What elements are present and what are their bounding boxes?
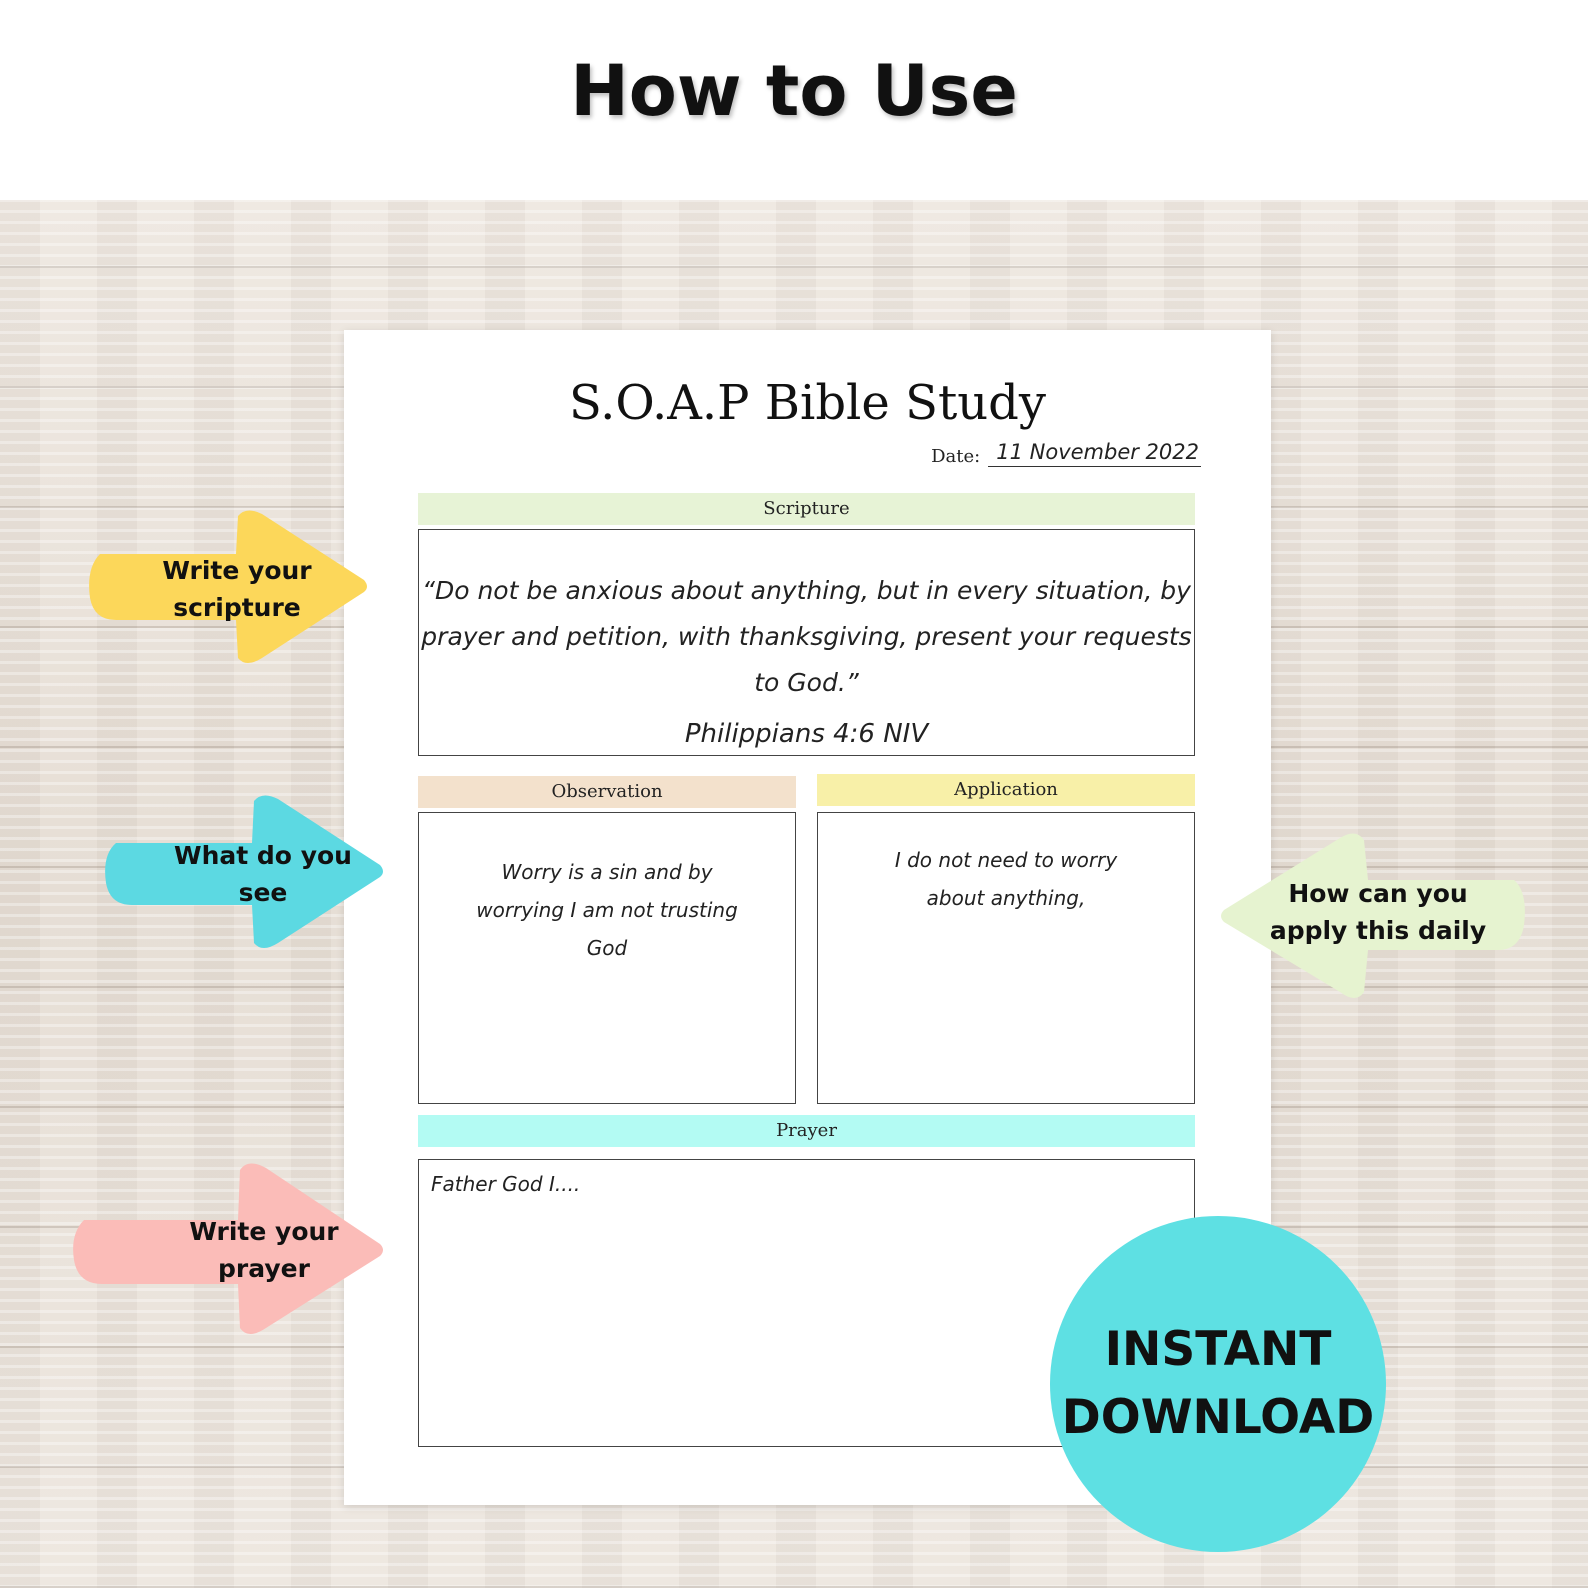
scripture-header: Scripture	[418, 493, 1195, 525]
callout-prayer-line2: prayer	[218, 1254, 310, 1283]
date-label: Date:	[931, 446, 981, 467]
observation-box	[418, 812, 796, 1104]
callout-write-scripture	[86, 508, 368, 666]
callout-observation-line2: see	[238, 878, 288, 907]
instant-download-badge	[1050, 1216, 1386, 1552]
application-text: I do not need to worry about anything,	[894, 848, 1118, 910]
scripture-text: “Do not be anxious about anything, but in every situation, by prayer and petition, with thanksgiving, present your requests to God.”	[421, 576, 1192, 697]
badge-line1: INSTANT	[1104, 1322, 1332, 1377]
header	[0, 0, 1588, 200]
callout-observation-line1: What do you	[174, 841, 352, 870]
callout-apply-daily	[1218, 830, 1528, 1002]
callout-application-line1: How can you	[1288, 879, 1468, 908]
callout-write-prayer	[70, 1160, 384, 1340]
page-title: How to Use	[570, 50, 1018, 132]
callout-what-do-you-see	[102, 793, 384, 951]
scripture-box	[418, 529, 1195, 756]
application-header: Application	[817, 774, 1195, 806]
scripture-reference: Philippians 4:6 NIV	[684, 719, 929, 749]
worksheet-title: S.O.A.P Bible Study	[569, 375, 1046, 431]
observation-header: Observation	[418, 776, 796, 808]
callout-scripture-line1: Write your	[162, 556, 312, 585]
prayer-text: Father God I....	[431, 1172, 581, 1196]
badge-line2: DOWNLOAD	[1061, 1390, 1375, 1445]
application-box	[817, 812, 1195, 1104]
prayer-header: Prayer	[418, 1115, 1195, 1147]
date-row	[931, 440, 1201, 467]
date-value: 11 November 2022	[988, 440, 1201, 467]
callout-application-line2: apply this daily	[1269, 916, 1487, 945]
observation-text: Worry is a sin and by worrying I am not trusting God	[476, 860, 738, 960]
callout-scripture-line2: scripture	[173, 593, 301, 622]
callout-prayer-line1: Write your	[189, 1217, 339, 1246]
